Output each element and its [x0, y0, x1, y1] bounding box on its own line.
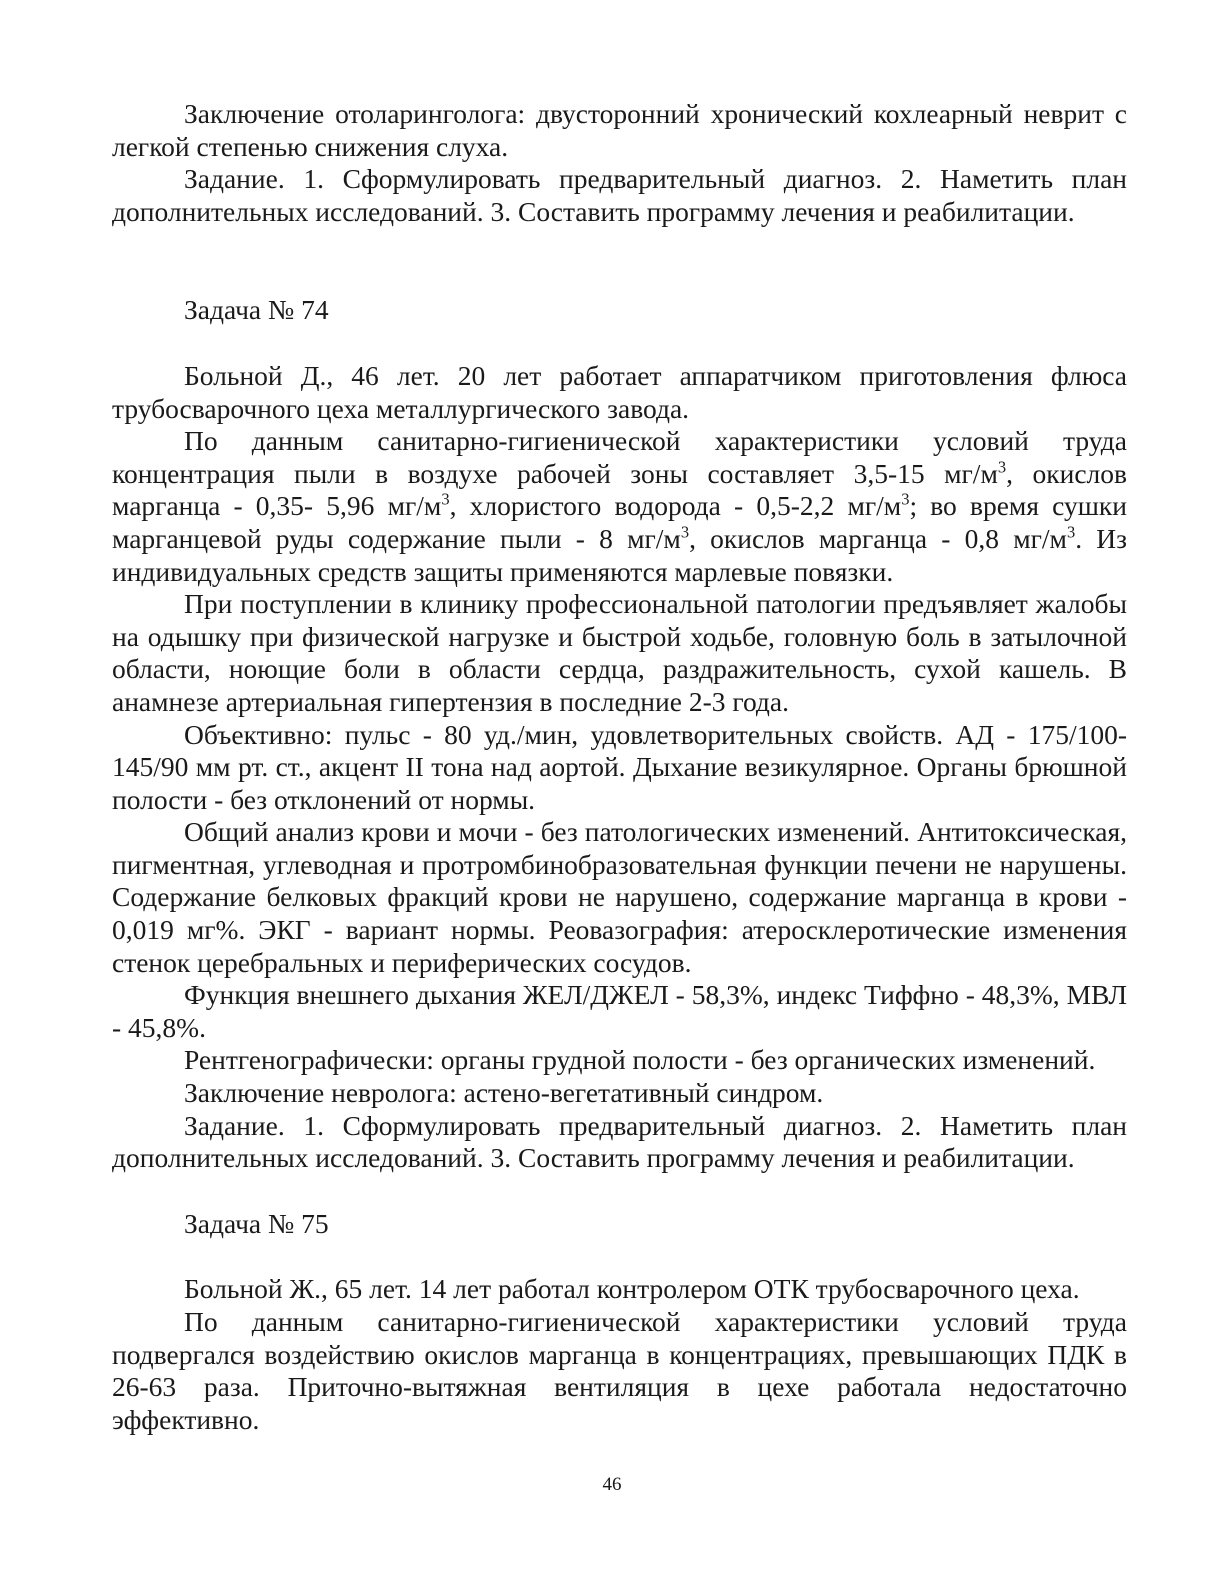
superscript: 3	[997, 457, 1007, 477]
task-75-intro: Больной Ж., 65 лет. 14 лет работал контролером ОТК трубосварочного цеха.	[184, 1273, 1080, 1305]
document-page	[112, 98, 1127, 1436]
spacer	[112, 228, 1127, 294]
task-74-intro: Больной Д., 46 лет. 20 лет работает аппаратчиком приготовления флюса трубосварочного цеха металлургического завода.	[112, 359, 1127, 424]
task-75-sanitary-conditions: По данным санитарно-гигиенической характеристики условий труда подвергался воздействию окислов марганца в концентрациях, превышающих ПДК в 26-63 раза. Приточно-вытяжная вентиляция в цехе работала недостаточно эффективно.	[112, 1306, 1127, 1435]
task-74-labs: Общий анализ крови и мочи - без патологических изменений. Антитоксическая, пигментная, углеводная и протромбинобразовательная функции печени не нарушены. Содержание белковых фракций крови не нарушено, содержание марганца в крови - 0,019 мг%. ЭКГ - вариант нормы. Реовазография: атеросклеротические изменения стенок церебральных и периферических сосудов.	[112, 816, 1127, 978]
superscript: 3	[901, 489, 910, 509]
task-74-assignment: Задание. 1. Сформулировать предварительный диагноз. 2. Наметить план дополнительных исследований. 3. Составить программу лечения и реабилитации.	[112, 1109, 1127, 1174]
task-74-complaints: При поступлении в клинику профессиональной патологии предъявляет жалобы на одышку при физической нагрузке и быстрой ходьбе, головную боль в затылочной области, ноющие боли в области сердца, раздражительность, сухой кашель. В анамнезе артериальная гипертензия в последние 2-3 года.	[112, 588, 1127, 717]
task-74-heading: Задача № 74	[184, 294, 329, 326]
superscript: 3	[441, 489, 450, 509]
task-74-sanitary-conditions: По данным санитарно-гигиенической характеристики условий труда концентрация пыли в воздухе рабочей зоны составляет 3,5-15 $мг/м^3$, окислов марганца - 0,35- 5,96 $мг/м^3$, хлористого водорода - 0,5-2,2 $мг/м^3$; во время сушки марганцевой руды содержание пыли - 8 $мг/м^3$, окислов марганца - 0,8 $мг/м^3$. Из индивидуальных средств защиты применяются марлевые повязки.	[112, 425, 1128, 587]
task-74-neurologist: Заключение невролога: астено-вегетативный синдром.	[184, 1077, 824, 1109]
superscript: 3	[680, 522, 690, 542]
task-73-assignment: Задание. 1. Сформулировать предварительный диагноз. 2. Наметить план дополнительных исследований. 3. Составить программу лечения и реабилитации.	[112, 163, 1127, 227]
task-74-respiration: Функция внешнего дыхания ЖЕЛ/ДЖЕЛ - 58,3%, индекс Тиффно - 48,3%, МВЛ - 45,8%.	[112, 979, 1127, 1043]
spacer	[112, 1240, 1127, 1273]
superscript: 3	[1066, 522, 1076, 542]
task-75-heading: Задача № 75	[184, 1207, 329, 1239]
task-74-objective: Объективно: пульс - 80 уд./мин, удовлетворительных свойств. АД - 175/100-145/90 мм рт. ст., акцент II тона над аортой. Дыхание везикулярное. Органы брюшной полости - без отклонений от нормы.	[112, 718, 1127, 815]
task-74-xray: Рентгенографически: органы грудной полости - без органических изменений.	[184, 1044, 1096, 1076]
spacer	[112, 1175, 1127, 1208]
otolaryngologist-conclusion: Заключение отоларинголога: двусторонний хронический кохлеарный неврит с легкой степенью снижения слуха.	[112, 98, 1127, 162]
spacer	[112, 327, 1127, 360]
page-number: 46	[602, 1474, 622, 1495]
